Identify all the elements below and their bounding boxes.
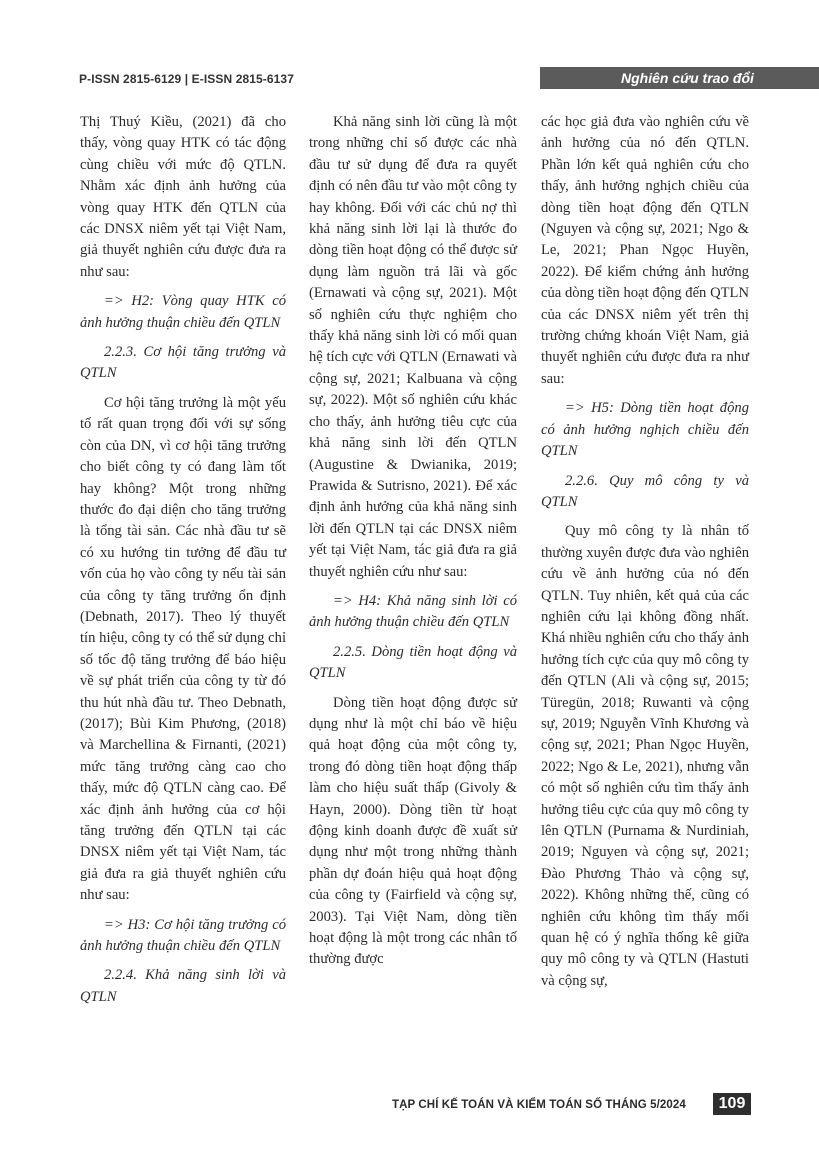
column-3 xyxy=(541,112,749,1000)
section-title: Nghiên cứu trao đổi xyxy=(621,70,754,86)
hypothesis-h4: => H4: Khả năng sinh lời có ảnh hưởng thuận chiều đến QTLN xyxy=(309,592,517,631)
journal-title: TẠP CHÍ KẾ TOÁN VÀ KIỂM TOÁN SỐ THÁNG 5/2024 xyxy=(392,1099,686,1111)
paragraph: Thị Thuý Kiều, (2021) đã cho thấy, vòng quay HTK có tác động cùng chiều với mức độ QTLN. Nhằm xác định ảnh hưởng của vòng quay HTK đến QTLN của các DNSX niêm yết tại Việt Nam, giả thuyết nghiên cứu được đưa ra như sau: xyxy=(80,114,286,280)
issn-label: P-ISSN 2815-6129 | E-ISSN 2815-6137 xyxy=(79,72,294,86)
section-heading-2-2-4: 2.2.4. Khả năng sinh lời và QTLN xyxy=(80,967,286,1005)
hypothesis-h5: => H5: Dòng tiền hoạt động có ảnh hưởng nghịch chiều đến QTLN xyxy=(541,400,749,460)
paragraph: các học giả đưa vào nghiên cứu về ảnh hưởng của nó đến QTLN. Phần lớn kết quả nghiên cứu cho thấy, ảnh hưởng nghịch chiều của dòng tiền hoạt động đến QTLN (Nguyen và cộng sự, 2021; Ngo & Le, 2021; Phan Ngọc Huyền, 2022). Để kiểm chứng ảnh hưởng của dòng tiền hoạt động đến QTLN của các DNSX niêm yết trên thị trường chứng khoán Việt Nam, giả thuyết nghiên cứu được đưa ra như sau: xyxy=(541,114,749,387)
section-heading-2-2-6: 2.2.6. Quy mô công ty và QTLN xyxy=(541,472,749,510)
page-footer xyxy=(0,1093,819,1119)
paragraph: Quy mô công ty là nhân tố thường xuyên được đưa vào nghiên cứu về ảnh hưởng của nó đến QTLN. Tuy nhiên, kết quả của các nghiên cứu lại không đồng nhất. Khá nhiều nghiên cứu cho thấy ảnh hưởng tích cực của quy mô công ty đến QTLN (Ali và cộng sự, 2015; Türegün, 2018; Ruwanti và cộng sự, 2019; Nguyễn Vĩnh Khương và cộng sự, 2021; Phan Ngọc Huyền, 2022; Ngo & Le, 2021), nhưng vẫn có một số nghiên cứu tìm thấy ảnh hưởng tiêu cực của quy mô công ty lên QTLN (Purnama & Nurdiniah, 2019; Nguyen và cộng sự, 2021; Đào Phương Thảo và cộng sự, 2022). Không những thế, cũng có nghiên cứu không tìm thấy mối quan hệ có ý nghĩa thống kê giữa quy mô công ty và QTLN (Hastuti và cộng sự, xyxy=(541,523,749,989)
page-number: 109 xyxy=(713,1093,751,1115)
section-heading-2-2-3: 2.2.3. Cơ hội tăng trưởng và QTLN xyxy=(80,344,286,382)
paragraph: Dòng tiền hoạt động được sử dụng như là một chỉ báo về hiệu quả hoạt động của một công ty, trong đó dòng tiền hoạt động thấp làm cho hiệu suất thấp (Givoly & Hayn, 2000). Dòng tiền từ hoạt động kinh doanh được đề xuất sử dụng như một trong những thành phần dự đoán hiệu quả hoạt động của công ty (Fairfield và cộng sự, 2003). Tại Việt Nam, dòng tiền hoạt động là một trong các nhân tố thường được xyxy=(309,694,517,968)
paragraph: Khả năng sinh lời cũng là một trong những chỉ số được các nhà đầu tư sử dụng để đưa ra quyết định có nên đầu tư vào một công ty hay không. Đối với các chủ nợ thì khả năng sinh lời lại là thước đo dòng tiền hoạt động có thể được sử dụng làm nguồn trả lãi và gốc (Ernawati và cộng sự, 2021). Một số nghiên cứu thực nghiệm cho thấy khả năng sinh lời có mối quan hệ tích cực với QTLN (Ernawati và cộng sự, 2021; Kalbuana và cộng sự, 2022). Một số nghiên cứu khác cho thấy, ảnh hưởng tiêu cực của khả năng sinh lời đến QTLN (Augustine & Dwianika, 2019; Prawida & Sutrisno, 2021). Để xác định ảnh hưởng của khả năng sinh lời đến QTLN tại các DNSX niêm yết tại Việt Nam, tác giả đưa ra giả thuyết nghiên cứu như sau: xyxy=(309,114,517,580)
column-1 xyxy=(80,112,286,1016)
section-heading-2-2-5: 2.2.5. Dòng tiền hoạt động và QTLN xyxy=(309,643,517,682)
hypothesis-h3: => H3: Cơ hội tăng trưởng có ảnh hưởng thuận chiều đến QTLN xyxy=(80,916,286,955)
paragraph: Cơ hội tăng trưởng là một yếu tố rất quan trọng đối với sự sống còn của DN, vì cơ hội tăng trưởng cho biết công ty có đang làm tốt hay không? Một trong những thước đo đại diện cho tăng trưởng là tổng tài sản. Các nhà đầu tư sẽ có xu hướng tin tưởng để đầu tư vốn của họ vào công ty nếu tài sản của công ty tăng trưởng ổn định (Debnath, 2017). Theo lý thuyết tín hiệu, công ty có thể sử dụng chỉ số tốc độ tăng trưởng để báo hiệu về sự phát triển của công ty từ đó thu hút nhà đầu tư. Theo Debnath, (2017); Bùi Kim Phương, (2018) và Marchellina & Firnanti, (2021) mức tăng trưởng càng cao cho thấy, mức độ QTLN càng cao. Để xác định ảnh hưởng của cơ hội tăng trưởng đến QTLN tại các DNSX niêm yết tại Việt Nam, tác giả đưa ra giả thuyết nghiên cứu như sau: xyxy=(80,394,286,904)
hypothesis-h2: => H2: Vòng quay HTK có ảnh hưởng thuận chiều đến QTLN xyxy=(80,293,286,331)
page-header xyxy=(0,64,819,94)
column-2 xyxy=(309,112,517,979)
